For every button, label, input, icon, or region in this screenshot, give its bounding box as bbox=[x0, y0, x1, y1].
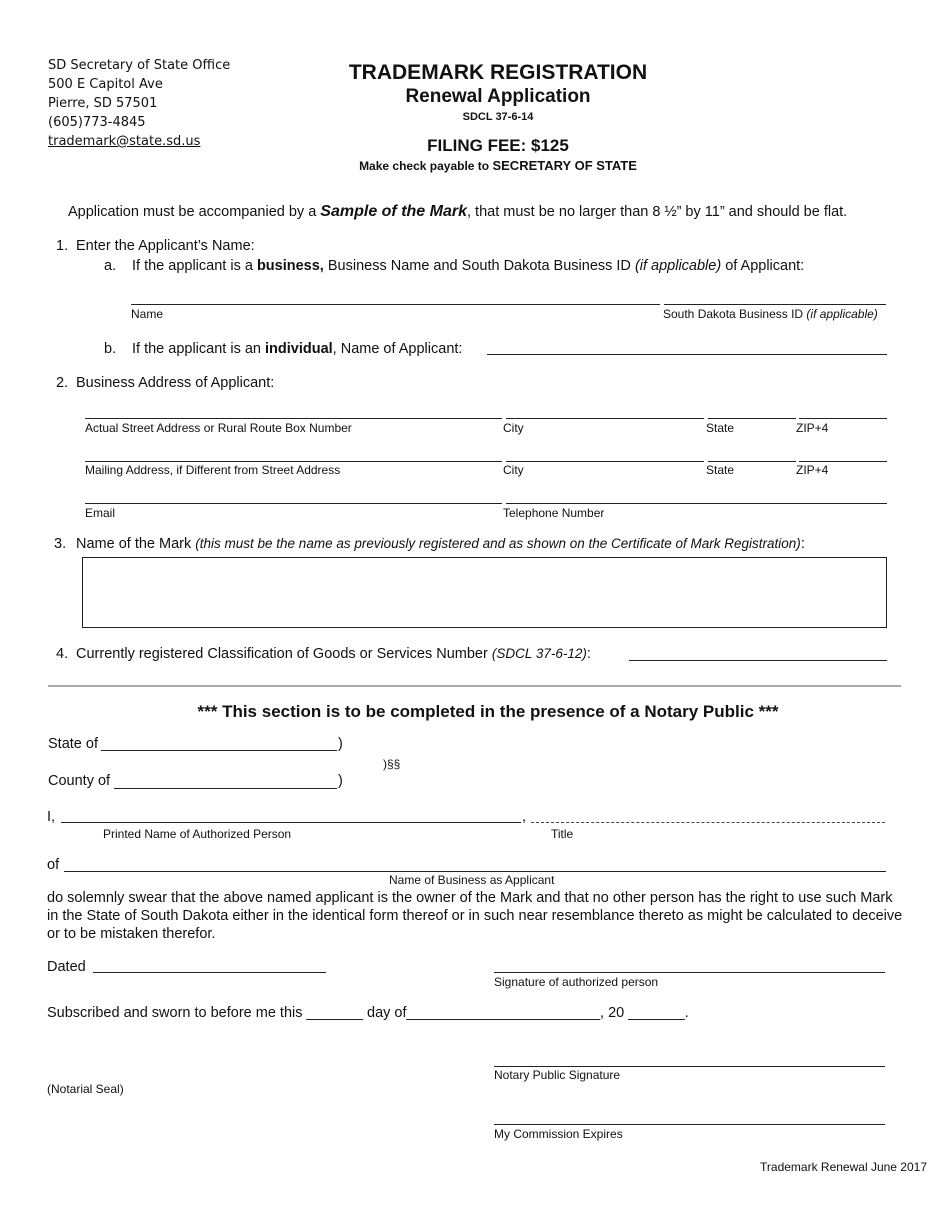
notary-title: *** This section is to be completed in the presence of a Notary Public *** bbox=[197, 702, 779, 721]
notary-signature-field[interactable] bbox=[494, 1066, 885, 1067]
office-address bbox=[48, 56, 230, 151]
mailing-zip-field[interactable] bbox=[799, 461, 887, 462]
office-email-link[interactable]: trademark@state.sd.us bbox=[48, 134, 201, 149]
bizid-ital: (if applicable) bbox=[806, 307, 878, 321]
section1-label: Enter the Applicant’s Name: bbox=[76, 238, 255, 254]
form-title: TRADEMARK REGISTRATION bbox=[348, 61, 648, 84]
section3-number: 3. bbox=[54, 536, 67, 552]
s3-label: Name of the Mark bbox=[76, 536, 196, 552]
s1a-post: of Applicant: bbox=[721, 258, 805, 274]
business-id-field[interactable] bbox=[664, 304, 886, 305]
of-label: of bbox=[47, 857, 60, 873]
title-label: Title bbox=[551, 827, 574, 841]
s1a-ital: (if applicable) bbox=[634, 258, 722, 274]
state-field[interactable] bbox=[708, 418, 796, 419]
office-city: Pierre, SD 57501 bbox=[48, 96, 158, 111]
title-field[interactable] bbox=[531, 822, 885, 823]
individual-name-field[interactable] bbox=[487, 354, 887, 355]
street-address-label: Actual Street Address or Rural Route Box Number bbox=[85, 421, 352, 435]
intro-post: , that must be no larger than 8 ½” by 11” and should be flat. bbox=[467, 204, 848, 220]
email-label: Email bbox=[85, 506, 116, 520]
s1a-pre: If the applicant is a bbox=[132, 258, 257, 274]
s3-ital: (this must be the name as previously registered and as shown on the Certificate of Mark Registration) bbox=[195, 536, 801, 551]
zip-label: ZIP+4 bbox=[796, 421, 829, 435]
ss-mark: )§§ bbox=[383, 757, 401, 771]
printed-name-label: Printed Name of Authorized Person bbox=[103, 827, 292, 841]
telephone-label: Telephone Number bbox=[503, 506, 605, 520]
business-name-field[interactable] bbox=[131, 304, 660, 305]
section1a-number: a. bbox=[104, 258, 117, 274]
signature-field[interactable] bbox=[494, 972, 885, 973]
notarial-seal-label: (Notarial Seal) bbox=[47, 1082, 124, 1096]
office-name: SD Secretary of State Office bbox=[48, 58, 231, 73]
s1b-pre: If the applicant is an bbox=[132, 341, 265, 357]
notary-signature-label: Notary Public Signature bbox=[494, 1068, 621, 1082]
mailing-city-label: City bbox=[503, 463, 524, 477]
mailing-address-field[interactable] bbox=[85, 461, 502, 462]
state-label: State bbox=[706, 421, 735, 435]
mailing-address-label: Mailing Address, if Different from Street Address bbox=[85, 463, 341, 477]
payable-to: SECRETARY OF STATE bbox=[492, 158, 637, 173]
s3-colon: : bbox=[800, 536, 805, 552]
section2-label: Business Address of Applicant: bbox=[76, 375, 275, 391]
notary-state-field[interactable] bbox=[101, 750, 337, 751]
business-name-label: Name bbox=[131, 307, 164, 321]
dated-field[interactable] bbox=[93, 972, 326, 973]
notary-county-field[interactable] bbox=[114, 788, 337, 789]
street-address-field[interactable] bbox=[85, 418, 502, 419]
footer-version: Trademark Renewal June 2017 bbox=[760, 1160, 927, 1174]
mailing-zip-label: ZIP+4 bbox=[796, 463, 829, 477]
signature-label: Signature of authorized person bbox=[494, 975, 659, 989]
s1a-mid: Business Name and South Dakota Business ID bbox=[323, 258, 635, 274]
mark-name-box[interactable] bbox=[82, 557, 887, 628]
section2-number: 2. bbox=[56, 375, 69, 391]
statute-ref: SDCL 37-6-14 bbox=[462, 111, 534, 123]
business-as-applicant-label: Name of Business as Applicant bbox=[389, 873, 555, 887]
section1-number: 1. bbox=[56, 238, 69, 254]
section4-number: 4. bbox=[56, 646, 69, 662]
business-as-applicant-field[interactable] bbox=[64, 871, 886, 872]
s1b-bold: individual bbox=[265, 341, 333, 357]
section3-label bbox=[76, 536, 805, 552]
oath-paragraph: do solemnly swear that the above named applicant is the owner of the Mark and that no other person has the right to use such Mark in the State of South Dakota either in the identical form thereof or in such near resemblance thereto as might be calculated to deceive or to be mistaken therefor. bbox=[47, 890, 903, 942]
commission-expires-label: My Commission Expires bbox=[494, 1127, 623, 1141]
commission-expires-field[interactable] bbox=[494, 1124, 885, 1125]
classification-field[interactable] bbox=[629, 660, 887, 661]
zip-field[interactable] bbox=[799, 418, 887, 419]
business-id-label bbox=[663, 307, 878, 321]
s4-label: Currently registered Classification of Goods or Services Number bbox=[76, 646, 492, 662]
office-phone: (605)773-4845 bbox=[48, 115, 146, 130]
i-label: I, bbox=[47, 809, 56, 825]
s4-colon: : bbox=[586, 646, 591, 662]
s4-ital: (SDCL 37-6-12) bbox=[491, 646, 587, 661]
state-paren: ) bbox=[338, 736, 343, 752]
intro-text bbox=[68, 203, 847, 221]
mailing-state-field[interactable] bbox=[708, 461, 796, 462]
payable-note bbox=[248, 158, 748, 173]
section-divider bbox=[48, 685, 901, 687]
printed-name-field[interactable] bbox=[61, 822, 521, 823]
telephone-field[interactable] bbox=[506, 503, 887, 504]
i-comma: , bbox=[522, 809, 527, 825]
email-field[interactable] bbox=[85, 503, 502, 504]
payable-prefix: Make check payable to bbox=[359, 159, 493, 173]
s1a-bold: business, bbox=[256, 258, 324, 274]
county-of-label: County of bbox=[48, 773, 111, 789]
county-paren: ) bbox=[338, 773, 343, 789]
dated-label: Dated bbox=[47, 959, 86, 975]
section1b-text bbox=[132, 341, 462, 357]
section1a-text bbox=[132, 258, 804, 274]
s1b-post: , Name of Applicant: bbox=[332, 341, 463, 357]
intro-pre: Application must be accompanied by a bbox=[68, 204, 321, 220]
form-subtitle: Renewal Application bbox=[405, 86, 591, 107]
mailing-city-field[interactable] bbox=[506, 461, 704, 462]
section1b-number: b. bbox=[104, 341, 117, 357]
sworn-statement: Subscribed and sworn to before me this _______ day of________________________, 20 _______. bbox=[47, 1005, 689, 1021]
section4-label bbox=[76, 646, 591, 662]
state-of-label: State of bbox=[48, 736, 98, 752]
bizid-text: South Dakota Business ID bbox=[663, 307, 807, 321]
filing-fee: FILING FEE: $125 bbox=[427, 136, 569, 155]
mailing-state-label: State bbox=[706, 463, 735, 477]
city-field[interactable] bbox=[506, 418, 704, 419]
office-street: 500 E Capitol Ave bbox=[48, 77, 163, 92]
city-label: City bbox=[503, 421, 524, 435]
intro-emph: Sample of the Mark bbox=[320, 203, 467, 220]
